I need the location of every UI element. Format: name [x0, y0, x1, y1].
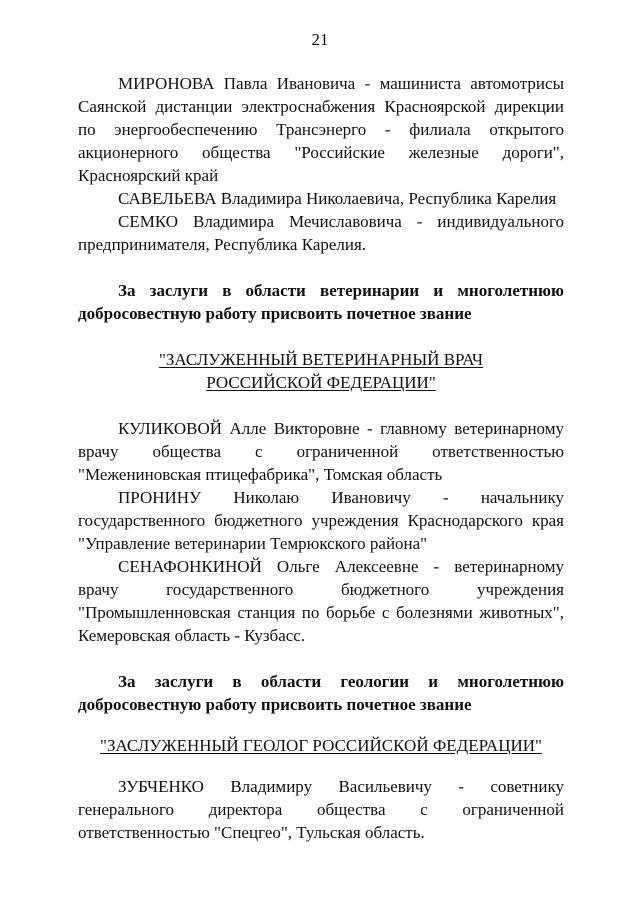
- section-heading-veterinary: За заслуги в области ветеринарии и многолетнюю добросовестную работу присвоить почетное звание: [78, 281, 564, 323]
- document-body: [78, 72, 564, 844]
- award-entry-saveliev: САВЕЛЬЕВА Владимира Николаевича, Республика Карелия: [118, 189, 557, 208]
- award-entry-semko: СЕМКО Владимира Мечиславовича - индивидуального предпринимателя, Республика Карелия.: [78, 212, 564, 254]
- page-number: 21: [311, 30, 329, 49]
- honorary-title-geology: "ЗАСЛУЖЕННЫЙ ГЕОЛОГ РОССИЙСКОЙ ФЕДЕРАЦИИ": [100, 736, 542, 755]
- award-entry-pronin: ПРОНИНУ Николаю Ивановичу - начальнику государственного бюджетного учреждения Краснодарского края "Управление ветеринарии Темрюкского района": [78, 488, 564, 553]
- section-heading-geology: За заслуги в области геологии и многолетнюю добросовестную работу присвоить почетное звание: [78, 672, 564, 714]
- award-entry-kulikova: КУЛИКОВОЙ Алле Викторовне - главному ветеринарному врачу общества с ограниченной ответственностью "Межениновская птицефабрика", Томская область: [78, 419, 564, 484]
- honorary-title-veterinary-line1: "ЗАСЛУЖЕННЫЙ ВЕТЕРИНАРНЫЙ ВРАЧ: [158, 350, 484, 369]
- award-entry-senafonkina: СЕНАФОНКИНОЙ Ольге Алексеевне - ветеринарному врачу государственного бюджетного учреждения "Промышленновская станция по борьбе с болезнями животных", Кемеровская область - Кузбасс.: [78, 557, 564, 645]
- honorary-title-veterinary-line2: РОССИЙСКОЙ ФЕДЕРАЦИИ": [206, 373, 436, 392]
- award-entry-mironov: МИРОНОВА Павла Ивановича - машиниста автомотрисы Саянской дистанции электроснабжения Красноярской дирекции по энергообеспечению Трансэнерго - филиала открытого акционерного общества "Российские железные дороги", Красноярский край: [78, 74, 564, 185]
- award-entry-zubchenko: ЗУБЧЕНКО Владимиру Васильевичу - советнику генерального директора общества с ограниченной ответственностью "Спецгео", Тульская область.: [78, 777, 564, 842]
